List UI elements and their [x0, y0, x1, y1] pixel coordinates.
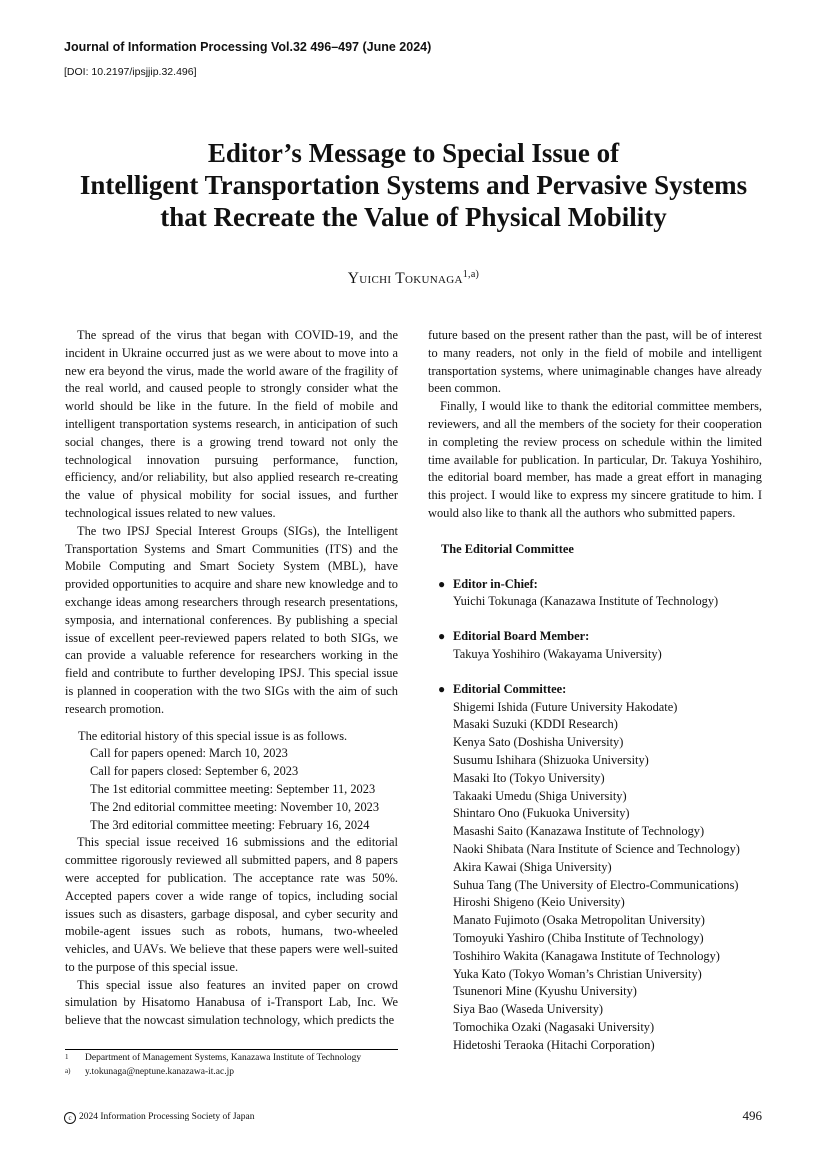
history-item: Call for papers closed: September 6, 2023 [90, 764, 299, 779]
journal-header: Journal of Information Processing Vol.32 496–497 (June 2024) [64, 40, 432, 54]
doi-line: [DOI: 10.2197/ipsjjip.32.496] [64, 66, 197, 78]
role-editorial-committee [428, 681, 762, 1055]
history-item: Call for papers opened: March 10, 2023 [90, 746, 288, 761]
history-item: The 1st editorial committee meeting: September 11, 2023 [90, 781, 376, 796]
history-item: The 2nd editorial committee meeting: November 10, 2023 [90, 799, 380, 814]
title-line: Editor’s Message to Special Issue of [207, 138, 620, 168]
bullet-icon: ● [438, 681, 446, 696]
footnote-affiliation [65, 1051, 361, 1065]
committee-member: Suhua Tang (The University of Electro-Communications) [453, 877, 739, 892]
committee-member: Masaki Ito (Tokyo University) [453, 770, 605, 785]
committee-member: Susumu Ishihara (Shizuoka University) [453, 752, 649, 767]
body-paragraph: The two IPSJ Special Interest Groups (SIGs), the Intelligent Transportation Systems and Smart Communities (ITS) and the Mobile Computing and Smart Society System (MBL), have provided opportunities to acquire and share new knowledge and to exchange ideas among researchers through research presentations, symposia, and international conferences. By publishing a special issue of excellent peer-reviewed papers related to both SIGs, we can provide a valuable reference for researchers working in the field and contribute to further developing IPSJ. This special issue is planned in cooperation with the two SIGs with the aim of such research promotion. [65, 523, 398, 716]
footnote-mark: a) [65, 1067, 71, 1075]
committee-member: Yuichi Tokunaga (Kanazawa Institute of Technology) [453, 594, 719, 609]
committee-member: Takaaki Umedu (Shiga University) [453, 788, 627, 803]
committee-member: Hidetoshi Teraoka (Hitachi Corporation) [453, 1037, 655, 1052]
body-paragraph: The spread of the virus that began with COVID-19, and the incident in Ukraine occurred just as we were about to move into a new era beyond the virus, made the world aware of the fragility of the real world, and caused people to strongly consider what the world should be like in the future. In the field of mobile and intelligent transportation systems research, in anticipation of such social changes, there is a growing trend toward not only the technological innovation pursuing performance, function, efficiency, and/or reliability, but also applied research re-creating the value of physical mobility for social issues, and further technological issues related to new values. [65, 328, 398, 520]
copyright-text: 2024 Information Processing Society of Japan [79, 1112, 255, 1122]
role-title: Editor in-Chief: [453, 576, 538, 591]
role-title: Editorial Committee: [453, 681, 567, 696]
committee-member: Kenya Sato (Doshisha University) [453, 735, 624, 750]
title-line: that Recreate the Value of Physical Mobility [160, 202, 667, 232]
right-column [428, 327, 762, 1054]
committee-member: Naoki Shibata (Nara Institute of Science and Technology) [453, 841, 740, 856]
left-column [65, 327, 398, 1030]
body-paragraph: This special issue also features an invited paper on crowd simulation by Hisatomo Hanabusa of i-Transport Lab, Inc. We believe that the nowcast simulation technology, which predicts the [65, 977, 398, 1028]
author-name: Yuichi Tokunaga [347, 270, 463, 287]
author-line [0, 270, 827, 288]
body-paragraph: Finally, I would like to thank the editorial committee members, reviewers, and all the members of the society for their cooperation in completing the review process on schedule within the limited time available for publication. In particular, Dr. Takuya Yoshihiro, the editorial board member, has made a great effort in managing this project. I would like to express my sincere gratitude to him. I would also like to thank all the authors who submitted papers. [428, 399, 762, 520]
body-paragraph: This special issue received 16 submissions and the editorial committee rigorously reviewed all submitted papers, and 8 papers were accepted for publication. The acceptance rate was 50%. Accepted papers cover a wide range of topics, including social issues such as disasters, garbage disposal, and cyber security and mobile-agent issues such as robots, humans, two-wheeled vehicles, and UAVs. We believe that these papers were well-suited to the purpose of this special issue. [65, 835, 398, 974]
committee-member: Toshihiro Wakita (Kanagawa Institute of Technology) [453, 948, 720, 963]
footnote-mark: 1 [65, 1053, 69, 1061]
title-line: Intelligent Transportation Systems and Pervasive Systems [79, 170, 748, 200]
copyright-line [64, 1112, 254, 1124]
bullet-icon: ● [438, 629, 446, 644]
role-board-member [428, 628, 762, 664]
copyright-icon: c [64, 1112, 76, 1124]
committee-member: Siya Bao (Waseda University) [453, 1002, 604, 1017]
committee-member: Shintaro Ono (Fukuoka University) [453, 806, 630, 821]
author-affiliation-marks: 1,a) [462, 269, 480, 280]
history-item: The 3rd editorial committee meeting: February 16, 2024 [90, 817, 370, 832]
footnote-text: y.tokunaga@neptune.kanazawa-it.ac.jp [85, 1067, 234, 1077]
committee-member: Akira Kawai (Shiga University) [453, 859, 612, 874]
committee-member: Masashi Saito (Kanazawa Institute of Technology) [453, 824, 705, 839]
footnotes [65, 1051, 361, 1079]
footnote-text: Department of Management Systems, Kanazawa Institute of Technology [85, 1053, 362, 1063]
committee-member: Tomochika Ozaki (Nagasaki University) [453, 1019, 655, 1034]
footnote-rule [65, 1049, 398, 1050]
committee-member: Hiroshi Shigeno (Keio University) [453, 895, 625, 910]
committee-member: Masaki Suzuki (KDDI Research) [453, 717, 618, 732]
editorial-history [65, 728, 398, 835]
page-number: 496 [742, 1108, 762, 1123]
committee-member: Manato Fujimoto (Osaka Metropolitan University) [453, 913, 705, 928]
role-editor-in-chief [428, 576, 762, 612]
committee-member: Yuka Kato (Tokyo Woman’s Christian University) [453, 966, 702, 981]
committee-member: Takuya Yoshihiro (Wakayama University) [453, 646, 662, 661]
body-paragraph-continued: future based on the present rather than the past, will be of interest to many readers, not only in the field of mobile and intelligent transportation systems, where unimaginable changes have already been common. [428, 328, 762, 396]
committee-member: Tomoyuki Yashiro (Chiba Institute of Technology) [453, 930, 704, 945]
paper-title [40, 137, 787, 233]
committee-member: Tsunenori Mine (Kyushu University) [453, 984, 637, 999]
footnote-email [65, 1065, 361, 1079]
history-intro: The editorial history of this special issue is as follows. [78, 728, 348, 743]
role-title: Editorial Board Member: [453, 629, 590, 644]
committee-heading: The Editorial Committee [441, 541, 574, 556]
committee-member: Shigemi Ishida (Future University Hakodate) [453, 699, 678, 714]
bullet-icon: ● [438, 576, 446, 591]
